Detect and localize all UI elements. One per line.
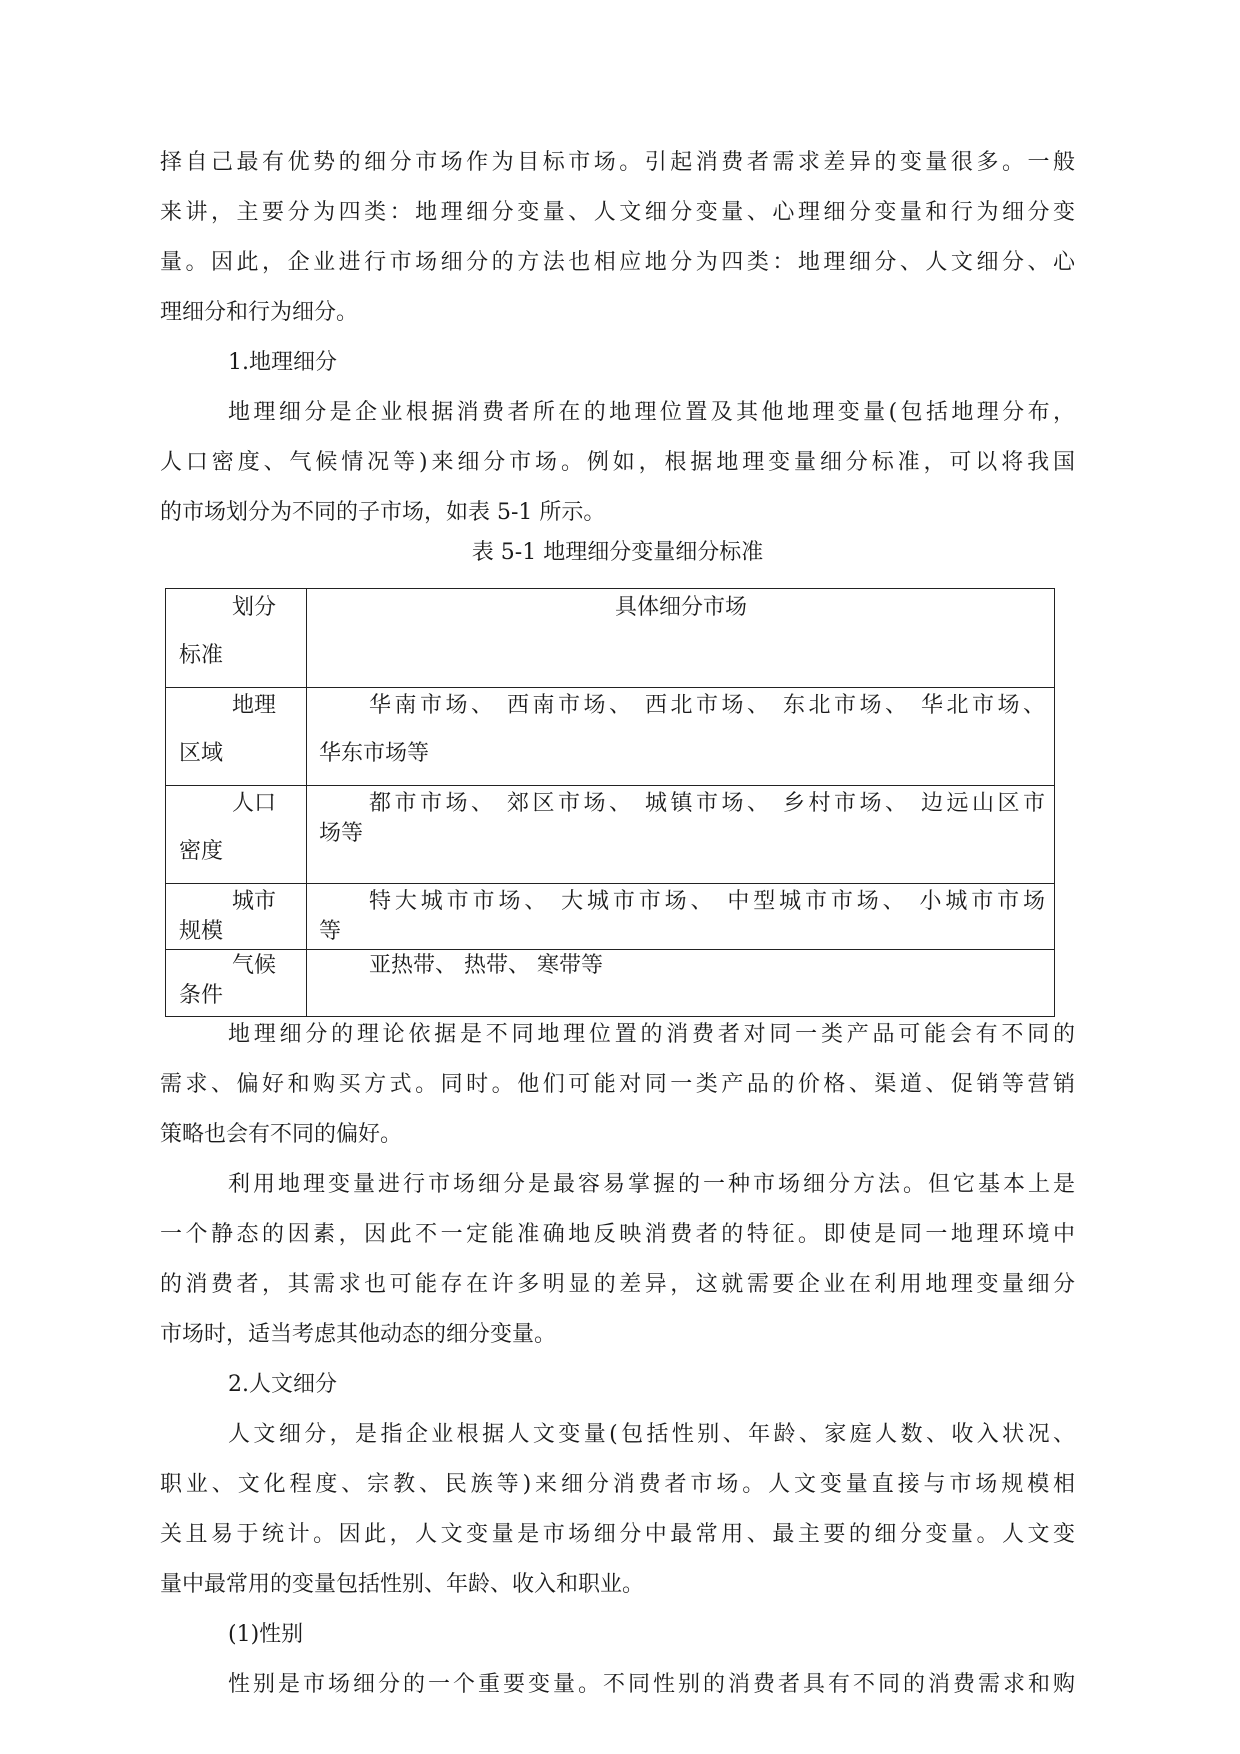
paragraph-line: 人口密度、气候情况等)来细分市场。例如，根据地理变量细分标准，可以将我国 xyxy=(160,450,1075,475)
subsection-heading-gender: (1)性别 xyxy=(228,1622,304,1647)
table-header-criterion: 划分 xyxy=(232,595,277,620)
paragraph-line: 地理细分是企业根据消费者所在的地理位置及其他地理变量(包括地理分布， xyxy=(228,400,1075,425)
table-row-divider xyxy=(166,949,1054,950)
paragraph-line: 理细分和行为细分。 xyxy=(160,300,359,325)
table-row-label: 地理 xyxy=(232,693,277,718)
table-cell: 华东市场等 xyxy=(319,741,430,766)
table-cell: 亚热带、 热带、 寒带等 xyxy=(369,953,603,978)
table-cell: 特大城市市场、 大城市市场、 中型城市市场、 小城市市场 xyxy=(369,889,1045,914)
paragraph-line: 需求、偏好和购买方式。同时。他们可能对同一类产品的价格、渠道、促销等营销 xyxy=(160,1072,1075,1097)
paragraph-line: 关且易于统计。因此，人文变量是市场细分中最常用、最主要的细分变量。人文变 xyxy=(160,1522,1075,1547)
table-row-divider xyxy=(166,785,1054,786)
table-row-label: 区域 xyxy=(179,741,224,766)
paragraph-line: 择自己最有优势的细分市场作为目标市场。引起消费者需求差异的变量很多。一般 xyxy=(160,150,1075,175)
paragraph-line: 来讲，主要分为四类：地理细分变量、人文细分变量、心理细分变量和行为细分变 xyxy=(160,200,1075,225)
paragraph-line: 性别是市场细分的一个重要变量。不同性别的消费者具有不同的消费需求和购 xyxy=(228,1672,1075,1697)
table-row-divider xyxy=(166,687,1054,688)
table-cell: 华南市场、 西南市场、 西北市场、 东北市场、 华北市场、 xyxy=(369,693,1045,718)
paragraph-line: 一个静态的因素，因此不一定能准确地反映消费者的特征。即使是同一地理环境中 xyxy=(160,1222,1075,1247)
paragraph-line: 的消费者，其需求也可能存在许多明显的差异，这就需要企业在利用地理变量细分 xyxy=(160,1272,1075,1297)
table-row-divider xyxy=(166,883,1054,884)
table-row-label: 规模 xyxy=(179,919,224,944)
paragraph-line: 人文细分，是指企业根据人文变量(包括性别、年龄、家庭人数、收入状况、 xyxy=(228,1422,1075,1447)
paragraph-line: 的市场划分为不同的子市场，如表 5-1 所示。 xyxy=(160,500,606,525)
table-cell: 场等 xyxy=(319,821,364,846)
paragraph-line: 量中最常用的变量包括性别、年龄、收入和职业。 xyxy=(160,1572,645,1597)
paragraph-line: 市场时，适当考虑其他动态的细分变量。 xyxy=(160,1322,557,1347)
paragraph-line: 量。因此，企业进行市场细分的方法也相应地分为四类：地理细分、人文细分、心 xyxy=(160,250,1075,275)
section-heading-geo: 1.地理细分 xyxy=(228,350,337,375)
table-header-criterion: 标准 xyxy=(179,643,224,668)
table-caption: 表 5-1 地理细分变量细分标准 xyxy=(471,540,764,565)
geo-segmentation-table xyxy=(165,588,1055,1017)
table-row-label: 密度 xyxy=(179,839,224,864)
section-heading-human: 2.人文细分 xyxy=(228,1372,337,1397)
table-row-label: 气候 xyxy=(232,953,277,978)
table-column-divider xyxy=(306,589,307,1016)
table-row-label: 人口 xyxy=(232,791,277,816)
table-header-markets: 具体细分市场 xyxy=(614,595,747,620)
table-row-label: 城市 xyxy=(232,889,277,914)
paragraph-line: 利用地理变量进行市场细分是最容易掌握的一种市场细分方法。但它基本上是 xyxy=(228,1172,1075,1197)
table-row-label: 条件 xyxy=(179,983,224,1008)
paragraph-line: 地理细分的理论依据是不同地理位置的消费者对同一类产品可能会有不同的 xyxy=(228,1022,1075,1047)
paragraph-line: 职业、文化程度、宗教、民族等)来细分消费者市场。人文变量直接与市场规模相 xyxy=(160,1472,1075,1497)
paragraph-line: 策略也会有不同的偏好。 xyxy=(160,1122,403,1147)
table-cell: 都市市场、 郊区市场、 城镇市场、 乡村市场、 边远山区市 xyxy=(369,791,1045,816)
table-cell: 等 xyxy=(319,919,342,944)
